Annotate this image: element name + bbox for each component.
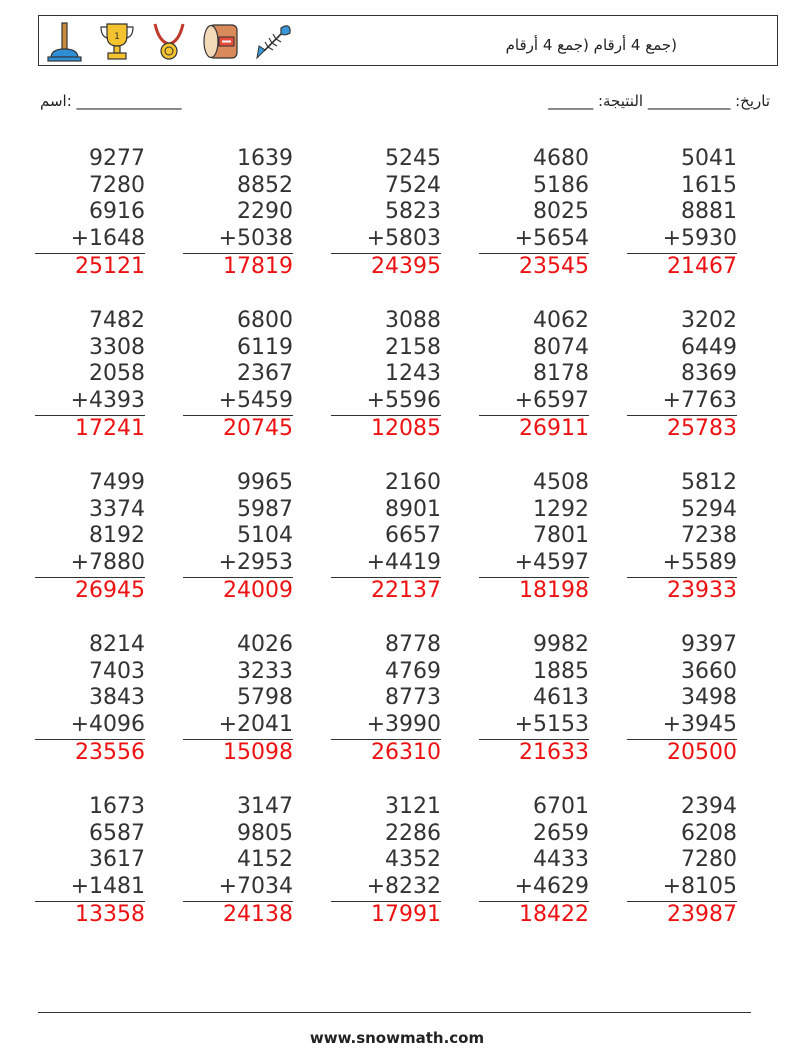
addition-problem (183, 146, 293, 280)
addition-problem (331, 308, 441, 442)
addend: 8901 (385, 496, 441, 522)
addend: 7403 (89, 658, 145, 684)
addend-with-plus: +2041 (183, 712, 293, 740)
addend: 6657 (385, 523, 441, 549)
addend: 2160 (385, 470, 441, 495)
header-box (38, 15, 778, 66)
addend: 4508 (533, 470, 589, 495)
addend: 1673 (89, 794, 145, 819)
addend-with-plus: +4419 (331, 550, 441, 578)
addend: 9982 (533, 632, 589, 657)
plunger-icon (45, 20, 85, 62)
addend: 8178 (533, 361, 589, 387)
svg-text:1: 1 (114, 32, 120, 42)
addend: 3498 (681, 685, 737, 711)
addend-with-plus: +5654 (479, 226, 589, 254)
addend: 8214 (89, 632, 145, 657)
addend-with-plus: +1648 (35, 226, 145, 254)
addend: 7499 (89, 470, 145, 495)
addend: 3843 (89, 685, 145, 711)
name-field-label: اسم: ______________ (40, 92, 182, 110)
addend: 5812 (681, 470, 737, 495)
addend: 7238 (681, 523, 737, 549)
addend: 4062 (533, 308, 589, 333)
addend: 2394 (681, 794, 737, 819)
addend: 7801 (533, 523, 589, 549)
footer-divider (38, 1012, 751, 1013)
addend: 8192 (89, 523, 145, 549)
addend: 3121 (385, 794, 441, 819)
addition-problem (35, 470, 145, 604)
fish-bone-icon (253, 20, 293, 62)
addition-problem (183, 632, 293, 766)
addend-with-plus: +6597 (479, 388, 589, 416)
addend: 9965 (237, 470, 293, 495)
addend: 8881 (681, 199, 737, 225)
answer: 21467 (667, 253, 737, 279)
addend: 1292 (533, 496, 589, 522)
addend: 2158 (385, 334, 441, 360)
addend-with-plus: +5038 (183, 226, 293, 254)
addend: 3202 (681, 308, 737, 333)
answer: 18198 (519, 577, 589, 603)
addition-problem (331, 794, 441, 928)
answer: 23933 (667, 577, 737, 603)
addend: 3147 (237, 794, 293, 819)
answer: 17991 (371, 901, 441, 927)
addend: 2659 (533, 820, 589, 846)
addend: 4769 (385, 658, 441, 684)
answer: 13358 (75, 901, 145, 927)
addend-with-plus: +7880 (35, 550, 145, 578)
addition-problem (627, 794, 737, 928)
addend-with-plus: +5596 (331, 388, 441, 416)
addend: 5245 (385, 146, 441, 171)
addend-with-plus: +4096 (35, 712, 145, 740)
addition-problem (627, 470, 737, 604)
addition-problem (627, 308, 737, 442)
addend: 6587 (89, 820, 145, 846)
addend: 8852 (237, 172, 293, 198)
addition-problem (35, 632, 145, 766)
addend: 4026 (237, 632, 293, 657)
addend: 5186 (533, 172, 589, 198)
addition-problem (331, 632, 441, 766)
addend: 7280 (89, 172, 145, 198)
worksheet-title: (جمع 4 أرقام (جمع 4 أرقام (505, 36, 677, 54)
date-score-label: ______ :تاريخ: ___________ النتيجة (548, 92, 770, 110)
addition-problem (183, 470, 293, 604)
addend-with-plus: +5589 (627, 550, 737, 578)
addend: 1615 (681, 172, 737, 198)
answer: 20500 (667, 739, 737, 765)
addition-problem (183, 794, 293, 928)
addend: 8369 (681, 361, 737, 387)
addend: 4433 (533, 847, 589, 873)
answer: 20745 (223, 415, 293, 441)
addend: 9277 (89, 146, 145, 171)
addend: 7524 (385, 172, 441, 198)
addition-problem (331, 146, 441, 280)
answer: 25121 (75, 253, 145, 279)
answer: 23556 (75, 739, 145, 765)
addend: 7280 (681, 847, 737, 873)
addend-with-plus: +7034 (183, 874, 293, 902)
answer: 25783 (667, 415, 737, 441)
addend-with-plus: +5803 (331, 226, 441, 254)
addend: 2367 (237, 361, 293, 387)
addend-with-plus: +4393 (35, 388, 145, 416)
trophy-icon (97, 20, 137, 62)
addend: 7482 (89, 308, 145, 333)
addend: 5041 (681, 146, 737, 171)
addend: 3374 (89, 496, 145, 522)
addition-problem (35, 146, 145, 280)
answer: 26310 (371, 739, 441, 765)
addend-with-plus: +3990 (331, 712, 441, 740)
addend-with-plus: +7763 (627, 388, 737, 416)
addend: 5104 (237, 523, 293, 549)
addition-problem (35, 794, 145, 928)
answer: 12085 (371, 415, 441, 441)
addend: 8778 (385, 632, 441, 657)
addend: 9397 (681, 632, 737, 657)
answer: 23987 (667, 901, 737, 927)
addend-with-plus: +3945 (627, 712, 737, 740)
answer: 26911 (519, 415, 589, 441)
addend: 3617 (89, 847, 145, 873)
addend: 2286 (385, 820, 441, 846)
addition-problem (627, 632, 737, 766)
addition-problem (479, 146, 589, 280)
addend-with-plus: +5459 (183, 388, 293, 416)
addend: 3308 (89, 334, 145, 360)
answer: 17819 (223, 253, 293, 279)
addend: 5823 (385, 199, 441, 225)
answer: 21633 (519, 739, 589, 765)
addend-with-plus: +5153 (479, 712, 589, 740)
addend: 8773 (385, 685, 441, 711)
addend: 3233 (237, 658, 293, 684)
addition-problem (479, 470, 589, 604)
addition-problem (183, 308, 293, 442)
addend-with-plus: +8105 (627, 874, 737, 902)
addition-problem (479, 308, 589, 442)
addend: 5294 (681, 496, 737, 522)
addend: 6119 (237, 334, 293, 360)
addend: 6800 (237, 308, 293, 333)
addend: 8074 (533, 334, 589, 360)
addend: 1243 (385, 361, 441, 387)
addend-with-plus: +8232 (331, 874, 441, 902)
addition-problem (627, 146, 737, 280)
addend: 6449 (681, 334, 737, 360)
addend-with-plus: +2953 (183, 550, 293, 578)
addend: 4680 (533, 146, 589, 171)
addend: 6916 (89, 199, 145, 225)
addend: 1885 (533, 658, 589, 684)
footer-site: www.snowmath.com (309, 1029, 485, 1047)
addend: 3088 (385, 308, 441, 333)
addend: 6701 (533, 794, 589, 819)
medal-icon (149, 20, 189, 62)
addend: 9805 (237, 820, 293, 846)
answer: 18422 (519, 901, 589, 927)
answer: 17241 (75, 415, 145, 441)
answer: 24009 (223, 577, 293, 603)
answer: 23545 (519, 253, 589, 279)
addend: 5987 (237, 496, 293, 522)
addend-with-plus: +1481 (35, 874, 145, 902)
addend: 1639 (237, 146, 293, 171)
addend: 2290 (237, 199, 293, 225)
addition-problem (479, 794, 589, 928)
addend: 3660 (681, 658, 737, 684)
answer: 26945 (75, 577, 145, 603)
addend: 6208 (681, 820, 737, 846)
addition-problem (479, 632, 589, 766)
addend-with-plus: +4597 (479, 550, 589, 578)
addend-with-plus: +4629 (479, 874, 589, 902)
addend: 8025 (533, 199, 589, 225)
addend: 2058 (89, 361, 145, 387)
answer: 24138 (223, 901, 293, 927)
addend: 5798 (237, 685, 293, 711)
addition-problem (331, 470, 441, 604)
addition-problem (35, 308, 145, 442)
addend: 4352 (385, 847, 441, 873)
answer: 15098 (223, 739, 293, 765)
addend: 4613 (533, 685, 589, 711)
answer: 22137 (371, 577, 441, 603)
addend: 4152 (237, 847, 293, 873)
bandage-roll-icon (201, 20, 241, 62)
header-icons (45, 20, 293, 62)
addend-with-plus: +5930 (627, 226, 737, 254)
answer: 24395 (371, 253, 441, 279)
